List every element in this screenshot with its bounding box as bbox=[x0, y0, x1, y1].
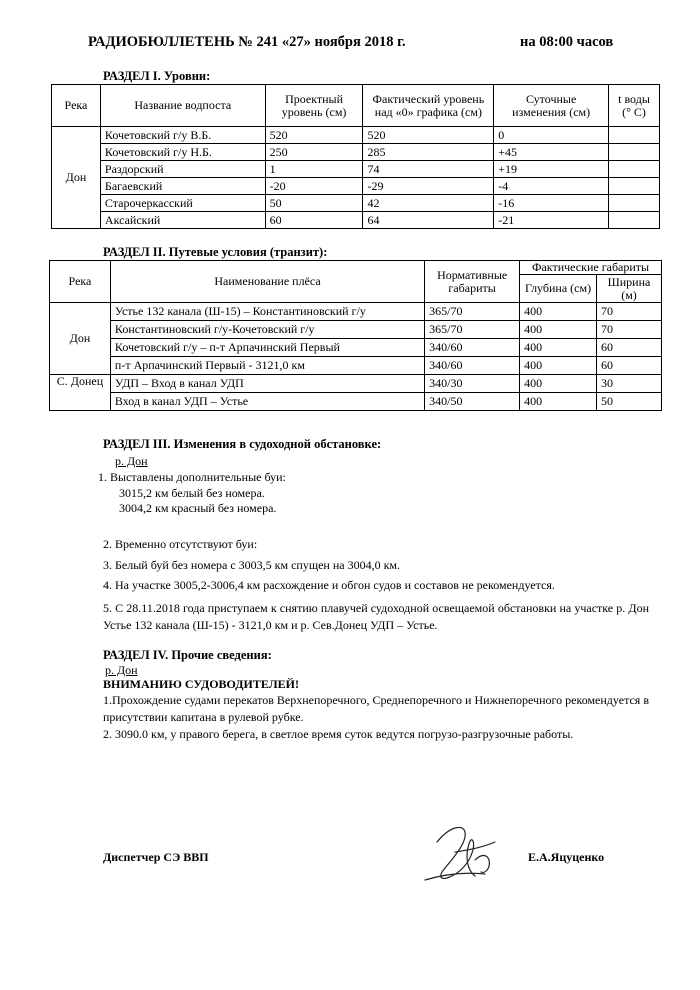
table-cell: 340/60 bbox=[425, 357, 520, 375]
col-width: Ширина (м) bbox=[597, 275, 662, 303]
dispatcher-name: Е.А.Яцуценко bbox=[528, 850, 605, 864]
section3-heading: РАЗДЕЛ III. Изменения в судоходной обстановке: bbox=[103, 437, 382, 451]
table-cell: 400 bbox=[520, 393, 597, 411]
col-norm-dims: Нормативные габариты bbox=[425, 261, 520, 303]
section3-item2: 2. Временно отсутствуют буи: bbox=[103, 537, 258, 551]
col-design-level: Проектный уровень (см) bbox=[265, 85, 363, 127]
table-cell: Старочеркасский bbox=[100, 195, 265, 212]
table-cell: 365/70 bbox=[425, 303, 520, 321]
col-river: Река bbox=[50, 261, 111, 303]
table-cell: УДП – Вход в канал УДП bbox=[110, 375, 424, 393]
table-cell: 285 bbox=[363, 144, 494, 161]
section3-item3: 3. Белый буй без номера с 3003,5 км спущен на 3004,0 км. bbox=[103, 558, 401, 572]
table-cell: 42 bbox=[363, 195, 494, 212]
table-cell: 74 bbox=[363, 161, 494, 178]
river-cell-donets: С. Донец bbox=[50, 375, 111, 411]
col-depth: Глубина (см) bbox=[520, 275, 597, 303]
section3-item5: 5. С 28.11.2018 года приступаем к снятию плавучей судоходной освещаемой обстановки на участке р. Дон Устье 132 канала (Ш-15) - 3121,0 км и р. Сев.Донец УДП – Устье. bbox=[103, 601, 649, 632]
table-cell: 60 bbox=[597, 339, 662, 357]
table-cell: Раздорский bbox=[100, 161, 265, 178]
section4-item2: 2. 3090.0 км, у правого берега, в светлое время суток ведутся погрузо-разгрузочные работы. bbox=[103, 727, 574, 741]
table-cell: 1 bbox=[265, 161, 363, 178]
col-reach-name: Наименование плёса bbox=[110, 261, 424, 303]
col-river: Река bbox=[52, 85, 101, 127]
table-cell: п-т Арпачинский Первый - 3121,0 км bbox=[110, 357, 424, 375]
table-cell: -4 bbox=[494, 178, 609, 195]
table-cell: 340/60 bbox=[425, 339, 520, 357]
table-cell: 365/70 bbox=[425, 321, 520, 339]
section4-attention: ВНИМАНИЮ СУДОВОДИТЕЛЕЙ! bbox=[103, 677, 299, 691]
section3-item1-buoy-a: 3015,2 км белый без номера. bbox=[119, 486, 265, 500]
section3-item1-buoy-b: 3004,2 км красный без номера. bbox=[119, 501, 277, 515]
section4-heading: РАЗДЕЛ IV. Прочие сведения: bbox=[103, 648, 272, 662]
table-cell: Вход в канал УДП – Устье bbox=[110, 393, 424, 411]
table-cell: -21 bbox=[494, 212, 609, 229]
section1-heading: РАЗДЕЛ I. Уровни: bbox=[103, 69, 211, 83]
table-cell: Кочетовский г/у – п-т Арпачинский Первый bbox=[110, 339, 424, 357]
table-cell: Константиновский г/у-Кочетовский г/у bbox=[110, 321, 424, 339]
table-cell: 400 bbox=[520, 321, 597, 339]
table-cell: 400 bbox=[520, 357, 597, 375]
table-cell: Кочетовский г/у В.Б. bbox=[100, 127, 265, 144]
table-cell: 400 bbox=[520, 339, 597, 357]
bulletin-title bbox=[88, 34, 648, 51]
section3-item4: 4. На участке 3005,2-3006,4 км расхождение и обгон судов и составов не рекомендуется. bbox=[103, 578, 555, 592]
col-water-temp: t воды (° С) bbox=[609, 85, 660, 127]
table-cell: 250 bbox=[265, 144, 363, 161]
table-cell bbox=[609, 127, 660, 144]
table-cell bbox=[609, 178, 660, 195]
table-cell bbox=[609, 161, 660, 178]
col-actual-level: Фактический уровень над «0» графика (см) bbox=[363, 85, 494, 127]
col-post-name: Название водпоста bbox=[100, 85, 265, 127]
section3-river: р. Дон bbox=[115, 454, 148, 468]
table-cell: 50 bbox=[265, 195, 363, 212]
col-actual-dims: Фактические габариты bbox=[520, 261, 662, 275]
table-cell: Аксайский bbox=[100, 212, 265, 229]
table-cell: Багаевский bbox=[100, 178, 265, 195]
table-cell bbox=[609, 212, 660, 229]
bulletin-title-text: РАДИОБЮЛЛЕТЕНЬ № 241 «27» ноября 2018 г. bbox=[88, 34, 406, 50]
signature-icon bbox=[415, 820, 515, 890]
signature-image bbox=[415, 820, 515, 890]
table-cell: 60 bbox=[265, 212, 363, 229]
table-cell bbox=[609, 195, 660, 212]
section4-river: р. Дон bbox=[105, 663, 138, 677]
table-cell: -16 bbox=[494, 195, 609, 212]
table-cell: 50 bbox=[597, 393, 662, 411]
route-conditions-table bbox=[49, 260, 662, 411]
table-cell: 70 bbox=[597, 321, 662, 339]
table-cell: 400 bbox=[520, 303, 597, 321]
table-cell: +45 bbox=[494, 144, 609, 161]
table-cell: +19 bbox=[494, 161, 609, 178]
table-cell: 30 bbox=[597, 375, 662, 393]
dispatcher-role: Диспетчер СЭ ВВП bbox=[103, 850, 209, 864]
bulletin-time: на 08:00 часов bbox=[520, 34, 614, 50]
table-cell: Кочетовский г/у Н.Б. bbox=[100, 144, 265, 161]
table-cell bbox=[609, 144, 660, 161]
table-cell: 0 bbox=[494, 127, 609, 144]
section2-heading: РАЗДЕЛ II. Путевые условия (транзит): bbox=[103, 245, 328, 259]
table-cell: 340/30 bbox=[425, 375, 520, 393]
table-cell: Устье 132 канала (Ш-15) – Константиновский г/у bbox=[110, 303, 424, 321]
table-cell: 400 bbox=[520, 375, 597, 393]
table-cell: -29 bbox=[363, 178, 494, 195]
table-cell: 520 bbox=[363, 127, 494, 144]
section4-item1: 1.Прохождение судами перекатов Верхнепоречного, Среднепоречного и Нижнепоречного рекомендуется в присутствии капитана в рулевой рубке. bbox=[103, 693, 649, 724]
river-cell-don: Дон bbox=[50, 303, 111, 375]
table-cell: 70 bbox=[597, 303, 662, 321]
table-cell: 520 bbox=[265, 127, 363, 144]
table-cell: -20 bbox=[265, 178, 363, 195]
section3-item1: 1. Выставлены дополнительные буи: bbox=[98, 470, 286, 484]
table-cell: 64 bbox=[363, 212, 494, 229]
col-daily-change: Суточные изменения (см) bbox=[494, 85, 609, 127]
table-cell: 340/50 bbox=[425, 393, 520, 411]
table-cell: 60 bbox=[597, 357, 662, 375]
levels-table bbox=[51, 84, 660, 229]
river-cell-don: Дон bbox=[52, 127, 101, 229]
